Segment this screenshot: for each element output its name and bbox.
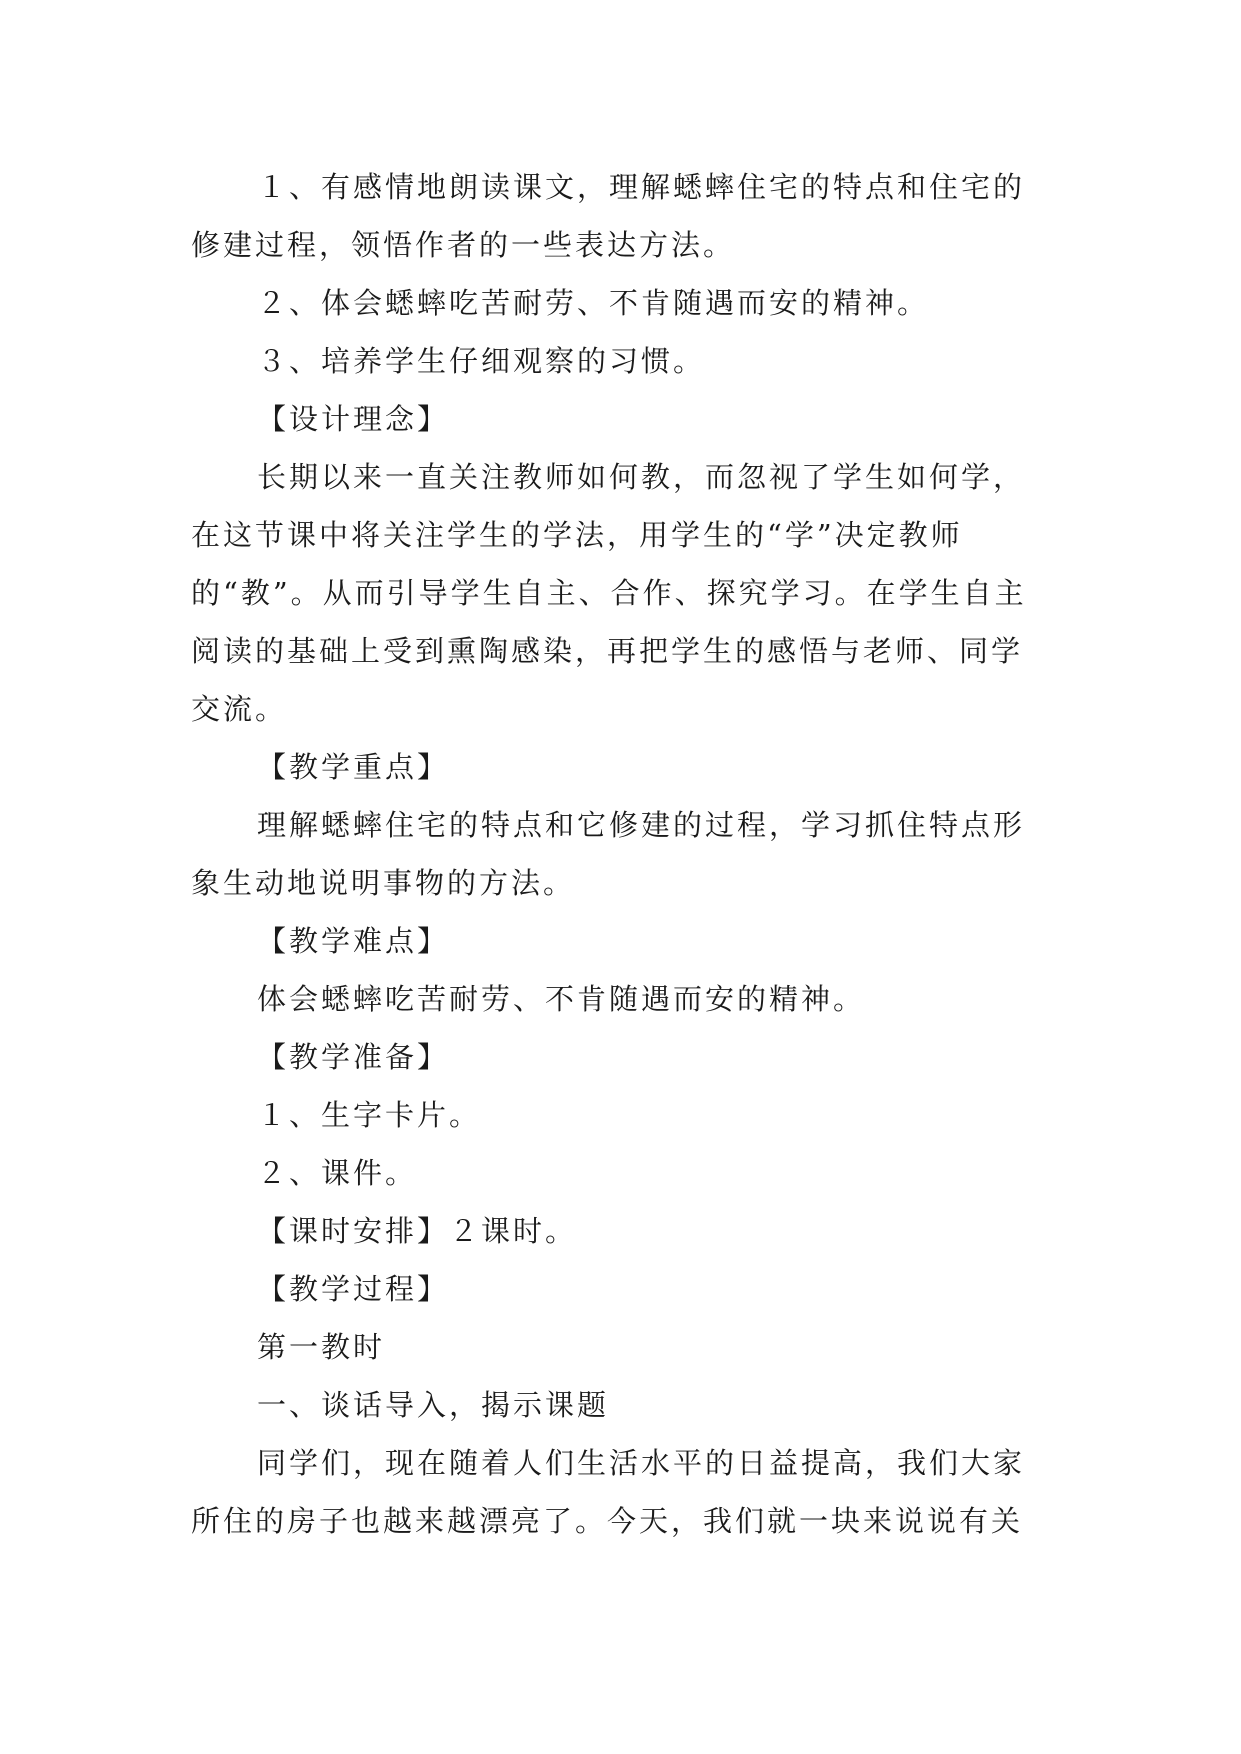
teaching-focus-paragraph: 理解蟋蟀住宅的特点和它修建的过程，学习抓住特点形象生动地说明事物的方法。	[191, 808, 1026, 900]
first-lesson-heading: 第一教时	[257, 1330, 386, 1364]
teaching-focus-heading: 【教学重点】	[257, 750, 450, 784]
schedule-paragraph: 【课时安排】２课时。	[257, 1214, 578, 1248]
introduction-paragraph: 同学们，现在随着人们生活水平的日益提高，我们大家所住的房子也越来越漂亮了。今天，我们就一块来说说有关	[191, 1446, 1026, 1538]
teaching-preparation-heading: 【教学准备】	[257, 1040, 450, 1074]
design-concept-heading: 【设计理念】	[257, 402, 450, 436]
objective-3-paragraph: ３、培养学生仔细观察的习惯。	[257, 344, 706, 378]
preparation-item-1: １、生字卡片。	[257, 1098, 482, 1132]
design-concept-paragraph: 长期以来一直关注教师如何教，而忽视了学生如何学，在这节课中将关注学生的学法，用学生的“学”决定教师的“教”。从而引导学生自主、合作、探究学习。在学生自主阅读的基础上受到熏陶感染，再把学生的感悟与老师、同学交流。	[191, 460, 1027, 726]
objective-2-paragraph: ２、体会蟋蟀吃苦耐劳、不肯随遇而安的精神。	[257, 286, 930, 320]
teaching-difficulty-heading: 【教学难点】	[257, 924, 450, 958]
teaching-difficulty-paragraph: 体会蟋蟀吃苦耐劳、不肯随遇而安的精神。	[257, 982, 866, 1016]
objective-1-paragraph: １、有感情地朗读课文，理解蟋蟀住宅的特点和住宅的修建过程，领悟作者的一些表达方法。	[191, 170, 1026, 262]
preparation-item-2: ２、课件。	[257, 1156, 418, 1190]
document-body	[191, 158, 1051, 1550]
teaching-process-heading: 【教学过程】	[257, 1272, 450, 1306]
section-1-heading: 一、谈话导入，揭示课题	[257, 1388, 610, 1422]
